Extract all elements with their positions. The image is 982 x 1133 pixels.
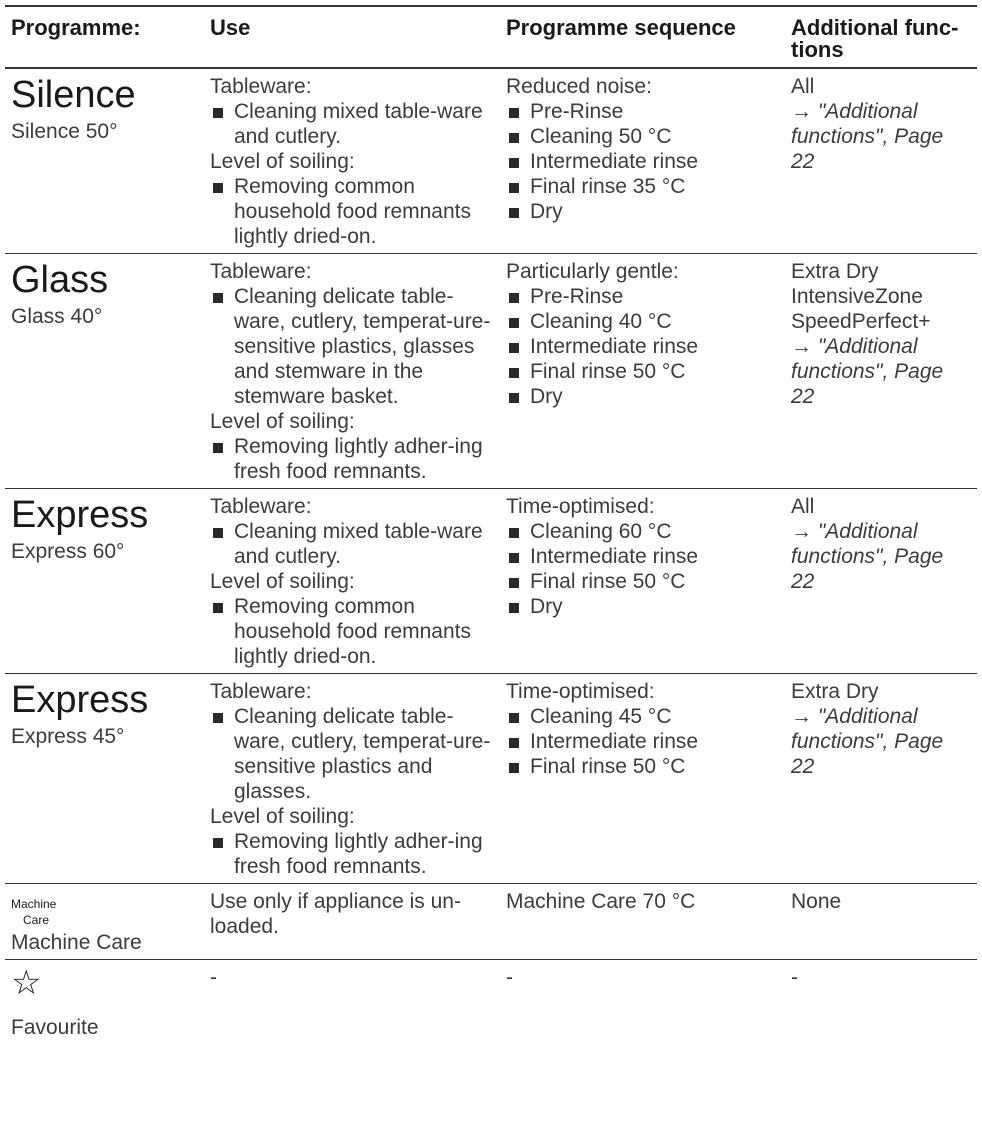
programme-name: Glass 40°	[11, 305, 103, 328]
list-item: Dry	[506, 384, 779, 409]
use-cell: Use only if appliance is un-loaded.	[204, 884, 500, 960]
list-item: Cleaning 45 °C	[506, 704, 779, 729]
list-item: Final rinse 50 °C	[506, 569, 779, 594]
sequence-cell	[500, 254, 785, 489]
functions-cell	[785, 674, 977, 884]
use-cell: -	[210, 966, 217, 989]
programme-name: Machine Care	[11, 931, 142, 954]
programme-icon-glass: Glass	[11, 259, 109, 301]
list-item: Intermediate rinse	[506, 149, 779, 174]
programme-icon-express: Express	[11, 494, 149, 536]
table-row	[5, 960, 977, 1045]
programme-name: Express 45°	[11, 725, 125, 748]
functions-cell: None	[785, 884, 977, 960]
tableware-label: Tableware:	[210, 680, 312, 703]
list-item: Intermediate rinse	[506, 729, 779, 754]
functions-cell	[785, 254, 977, 489]
machine-care-icon	[11, 897, 198, 927]
table-row	[5, 68, 977, 254]
programme-name: Express 60°	[11, 540, 125, 563]
function-item: All	[791, 75, 815, 98]
programme-icon-silence: Silence	[11, 74, 136, 116]
tableware-label: Tableware:	[210, 75, 312, 98]
list-item: Final rinse 35 °C	[506, 174, 779, 199]
star-icon: ☆	[11, 964, 42, 1002]
sequence-cell	[500, 674, 785, 884]
programme-cell	[5, 68, 204, 254]
functions-cell	[785, 489, 977, 674]
machine-care-icon-line2: Care	[23, 913, 50, 927]
sequence-cell	[500, 489, 785, 674]
table-row	[5, 254, 977, 489]
use-cell	[204, 254, 500, 489]
programme-cell	[5, 960, 204, 1045]
list-item: Final rinse 50 °C	[506, 359, 779, 384]
sequence-cell: Machine Care 70 °C	[500, 884, 785, 960]
header-use: Use	[204, 6, 500, 68]
list-item: Cleaning mixed table-ware and cutlery.	[210, 99, 494, 149]
header-row	[5, 6, 977, 68]
function-item: IntensiveZone	[791, 285, 923, 308]
header-programme: Programme:	[5, 6, 204, 68]
machine-care-icon-line1: Machine	[11, 897, 57, 911]
sequence-label: Particularly gentle:	[506, 260, 679, 283]
programme-cell	[5, 254, 204, 489]
function-item: Extra Dry	[791, 260, 879, 283]
list-item: Removing common household food remnants lightly dried-on.	[210, 594, 494, 669]
sequence-cell	[500, 68, 785, 254]
list-item: Cleaning delicate table-ware, cutlery, temperat-ure-sensitive plastics and glasses.	[210, 704, 494, 804]
functions-reference-link[interactable]: → "Additional functions", Page 22	[791, 705, 944, 778]
list-item: Cleaning delicate table-ware, cutlery, temperat-ure-sensitive plastics, glasses and stemware in the stemware basket.	[210, 284, 494, 409]
sequence-label: Time-optimised:	[506, 680, 655, 703]
list-item: Removing common household food remnants lightly dried-on.	[210, 174, 494, 249]
list-item: Cleaning 60 °C	[506, 519, 779, 544]
tableware-label: Tableware:	[210, 260, 312, 283]
use-cell	[204, 489, 500, 674]
list-item: Cleaning mixed table-ware and cutlery.	[210, 519, 494, 569]
programme-table	[5, 5, 977, 1044]
programme-cell	[5, 674, 204, 884]
functions-reference-link[interactable]: → "Additional functions", Page 22	[791, 100, 944, 173]
use-cell	[204, 68, 500, 254]
programme-name: Favourite	[11, 1016, 99, 1039]
sequence-label: Time-optimised:	[506, 495, 655, 518]
soiling-label: Level of soiling:	[210, 410, 355, 433]
functions-cell	[785, 68, 977, 254]
use-cell	[204, 674, 500, 884]
programme-name: Silence 50°	[11, 120, 118, 143]
list-item: Final rinse 50 °C	[506, 754, 779, 779]
table-row	[5, 489, 977, 674]
soiling-label: Level of soiling:	[210, 570, 355, 593]
list-item: Cleaning 40 °C	[506, 309, 779, 334]
list-item: Pre-Rinse	[506, 99, 779, 124]
list-item: Intermediate rinse	[506, 544, 779, 569]
sequence-cell: -	[506, 966, 513, 989]
soiling-label: Level of soiling:	[210, 805, 355, 828]
table-row	[5, 884, 977, 960]
list-item: Dry	[506, 594, 779, 619]
list-item: Removing lightly adher-ing fresh food remnants.	[210, 829, 494, 879]
header-functions: Additional func-tions	[785, 6, 977, 68]
list-item: Pre-Rinse	[506, 284, 779, 309]
list-item: Dry	[506, 199, 779, 224]
programme-icon-express: Express	[11, 679, 149, 721]
list-item: Removing lightly adher-ing fresh food remnants.	[210, 434, 494, 484]
function-item: Extra Dry	[791, 680, 879, 703]
header-sequence: Programme sequence	[500, 6, 785, 68]
functions-cell: -	[791, 966, 798, 989]
function-item: All	[791, 495, 815, 518]
programme-cell	[5, 884, 204, 960]
list-item: Intermediate rinse	[506, 334, 779, 359]
list-item: Cleaning 50 °C	[506, 124, 779, 149]
function-item: SpeedPerfect+	[791, 310, 931, 333]
programme-cell	[5, 489, 204, 674]
functions-reference-link[interactable]: → "Additional functions", Page 22	[791, 335, 944, 408]
functions-reference-link[interactable]: → "Additional functions", Page 22	[791, 520, 944, 593]
soiling-label: Level of soiling:	[210, 150, 355, 173]
sequence-label: Reduced noise:	[506, 75, 652, 98]
table-row	[5, 674, 977, 884]
tableware-label: Tableware:	[210, 495, 312, 518]
